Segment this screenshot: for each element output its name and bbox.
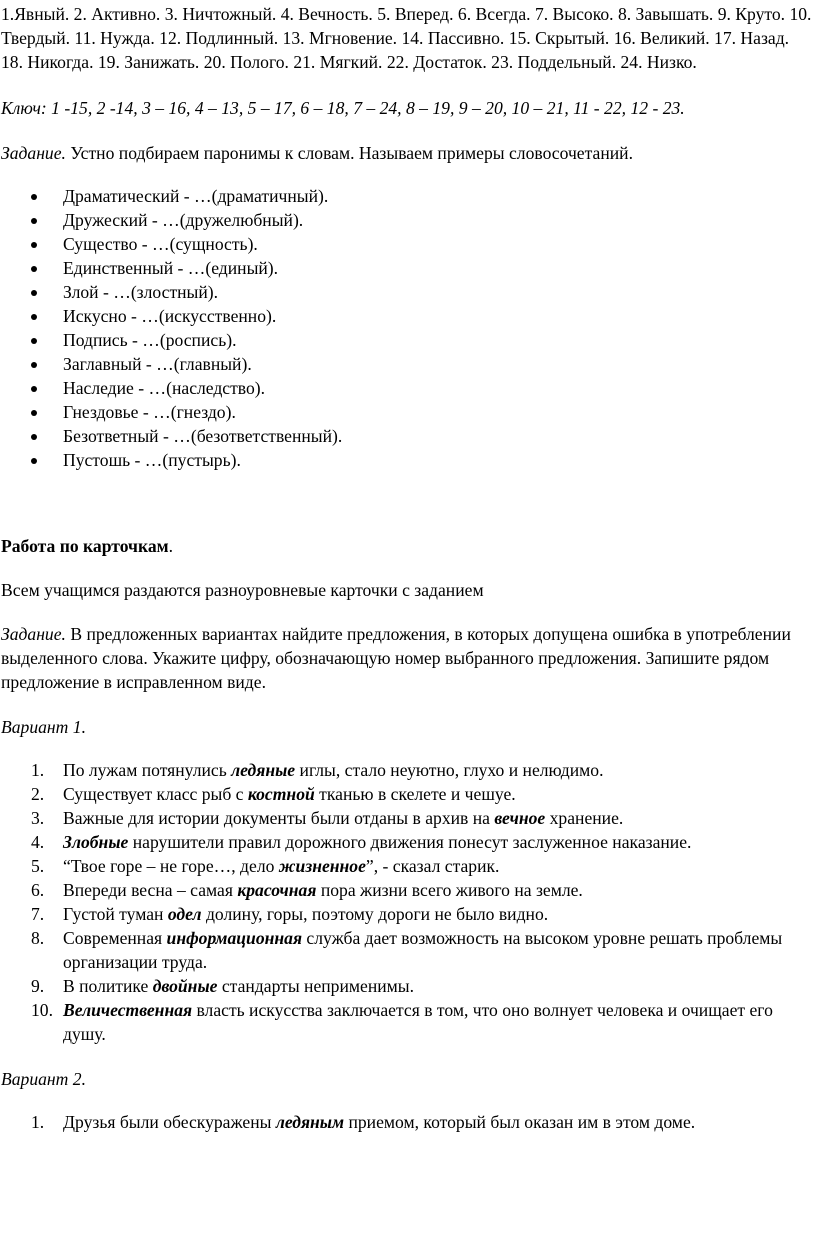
- sentence-text: нарушители правил дорожного движения понесут заслуженное наказание.: [128, 832, 692, 852]
- sentence-text: Важные для истории документы были отданы в архив на: [63, 808, 495, 828]
- highlighted-word: ледяным: [275, 1112, 345, 1132]
- bullet-icon: [31, 290, 37, 296]
- item-number: 7.: [31, 904, 45, 924]
- list-item: [1, 328, 812, 352]
- list-item: [1, 998, 812, 1046]
- list-item: [1, 830, 812, 854]
- list-item-text: Существо - …(сущность).: [63, 234, 258, 254]
- variant-two-list: [1, 1110, 812, 1134]
- item-number: 2.: [31, 784, 45, 804]
- list-item-text: Драматический - …(драматичный).: [63, 186, 329, 206]
- sentence-text: власть искусства заключается в том, что оно волнует человека и очищает его душу.: [63, 1000, 773, 1044]
- list-item-text: Гнездовье - …(гнездо).: [63, 402, 236, 422]
- list-item: [1, 854, 812, 878]
- list-item: [1, 782, 812, 806]
- sentence-text: пора жизни всего живого на земле.: [316, 880, 583, 900]
- cards-heading-text: Работа по карточкам: [1, 536, 169, 556]
- variant-two-title: Вариант 2.: [1, 1069, 86, 1089]
- bullet-icon: [31, 434, 37, 440]
- item-number: 6.: [31, 880, 45, 900]
- highlighted-word: вечное: [494, 808, 546, 828]
- sentence-text: тканью в скелете и чешуе.: [314, 784, 516, 804]
- sentence-text: служба дает возможность на высоком уровне решать проблемы организации труда.: [63, 928, 783, 972]
- sentence-text: Друзья были обескуражены: [63, 1112, 276, 1132]
- item-number: 9.: [31, 976, 45, 996]
- item-number: 1.: [31, 1112, 45, 1132]
- list-item: [1, 280, 812, 304]
- highlighted-word: жизненное: [278, 856, 366, 876]
- list-item: [1, 926, 812, 974]
- list-item: [1, 806, 812, 830]
- task-two-label: Задание.: [1, 624, 66, 644]
- list-item-text: Заглавный - …(главный).: [63, 354, 252, 374]
- word-list-paragraph: 1.Явный. 2. Активно. 3. Ничтожный. 4. Вечность. 5. Вперед. 6. Всегда. 7. Высоко. 8. Завышать. 9. Круто. 10. Твердый. 11. Нужда. 12. Подлинный. 13. Мгновение. 14. Пассивно. 15. Скрытый. 16. Великий. 17. Назад. 18. Никогда. 19. Занижать. 20. Полого. 21. Мягкий. 22. Достаток. 23. Поддельный. 24. Низко.: [1, 4, 812, 72]
- bullet-icon: [31, 458, 37, 464]
- sentence-text: приемом, который был оказан им в этом доме.: [344, 1112, 696, 1132]
- list-item: [1, 902, 812, 926]
- sentence-text: В политике: [63, 976, 153, 996]
- bullet-icon: [31, 362, 37, 368]
- list-item-text: Злой - …(злостный).: [63, 282, 219, 302]
- task-one-paragraph: [1, 141, 812, 165]
- variant-one-title: Вариант 1.: [1, 717, 86, 737]
- list-item-text: Подпись - …(роспись).: [63, 330, 237, 350]
- highlighted-word: Злобные: [63, 832, 129, 852]
- bullet-icon: [31, 218, 37, 224]
- sentence-text: Современная: [63, 928, 167, 948]
- item-number: 1.: [31, 760, 45, 780]
- task-one-text: Устно подбираем паронимы к словам. Называем примеры словосочетаний.: [65, 143, 633, 163]
- answer-key-line: Ключ: 1 -15, 2 -14, 3 – 16, 4 – 13, 5 – 17, 6 – 18, 7 – 24, 8 – 19, 9 – 20, 10 – 21, 11 - 22, 12 - 23.: [1, 98, 685, 118]
- paronym-list: [1, 184, 812, 472]
- list-item-text: Дружеский - …(дружелюбный).: [63, 210, 304, 230]
- bullet-icon: [31, 266, 37, 272]
- highlighted-word: двойные: [152, 976, 218, 996]
- item-number: 8.: [31, 928, 45, 948]
- list-item: [1, 974, 812, 998]
- list-item-text: Единственный - …(единый).: [63, 258, 279, 278]
- task-one-label: Задание.: [1, 143, 66, 163]
- list-item: [1, 1110, 812, 1134]
- bullet-icon: [31, 410, 37, 416]
- sentence-text: “Твое горе – не горе…, дело: [63, 856, 279, 876]
- list-item: [1, 758, 812, 782]
- bullet-icon: [31, 194, 37, 200]
- sentence-text: иглы, стало неуютно, глухо и нелюдимо.: [295, 760, 604, 780]
- cards-heading: [1, 534, 812, 558]
- list-item: [1, 184, 812, 208]
- cards-intro: Всем учащимся раздаются разноуровневые карточки с заданием: [1, 580, 484, 600]
- variant-one-list: [1, 758, 812, 1046]
- list-item: [1, 878, 812, 902]
- sentence-text: ”, - сказал старик.: [365, 856, 500, 876]
- list-item-text: Наследие - …(наследство).: [63, 378, 266, 398]
- highlighted-word: информационная: [166, 928, 303, 948]
- task-two-paragraph: [1, 622, 812, 694]
- task-two-text: В предложенных вариантах найдите предложения, в которых допущена ошибка в употреблении выделенного слова. Укажите цифру, обозначающую номер выбранного предложения. Запишите рядом предложение в исправленном виде.: [1, 624, 791, 692]
- list-item: [1, 448, 812, 472]
- cards-heading-tail: .: [168, 536, 174, 556]
- sentence-text: Существует класс рыб с: [63, 784, 248, 804]
- bullet-icon: [31, 314, 37, 320]
- bullet-icon: [31, 242, 37, 248]
- sentence-text: хранение.: [545, 808, 624, 828]
- list-item: [1, 352, 812, 376]
- list-item: [1, 256, 812, 280]
- sentence-text: Впереди весна – самая: [63, 880, 238, 900]
- list-item-text: Пустошь - …(пустырь).: [63, 450, 241, 470]
- list-item: [1, 232, 812, 256]
- list-item: [1, 400, 812, 424]
- highlighted-word: одел: [167, 904, 202, 924]
- list-item: [1, 208, 812, 232]
- list-item: [1, 424, 812, 448]
- highlighted-word: костной: [247, 784, 315, 804]
- bullet-icon: [31, 386, 37, 392]
- item-number: 3.: [31, 808, 45, 828]
- item-number: 5.: [31, 856, 45, 876]
- sentence-text: По лужам потянулись: [63, 760, 232, 780]
- bullet-icon: [31, 338, 37, 344]
- list-item-text: Искусно - …(искусственно).: [63, 306, 277, 326]
- item-number: 10.: [31, 1000, 53, 1020]
- highlighted-word: красочная: [237, 880, 317, 900]
- sentence-text: долину, горы, поэтому дороги не было видно.: [201, 904, 549, 924]
- list-item: [1, 376, 812, 400]
- list-item-text: Безответный - …(безответственный).: [63, 426, 343, 446]
- highlighted-word: ледяные: [231, 760, 296, 780]
- sentence-text: Густой туман: [63, 904, 168, 924]
- item-number: 4.: [31, 832, 45, 852]
- sentence-text: стандарты неприменимы.: [217, 976, 415, 996]
- highlighted-word: Величественная: [63, 1000, 193, 1020]
- list-item: [1, 304, 812, 328]
